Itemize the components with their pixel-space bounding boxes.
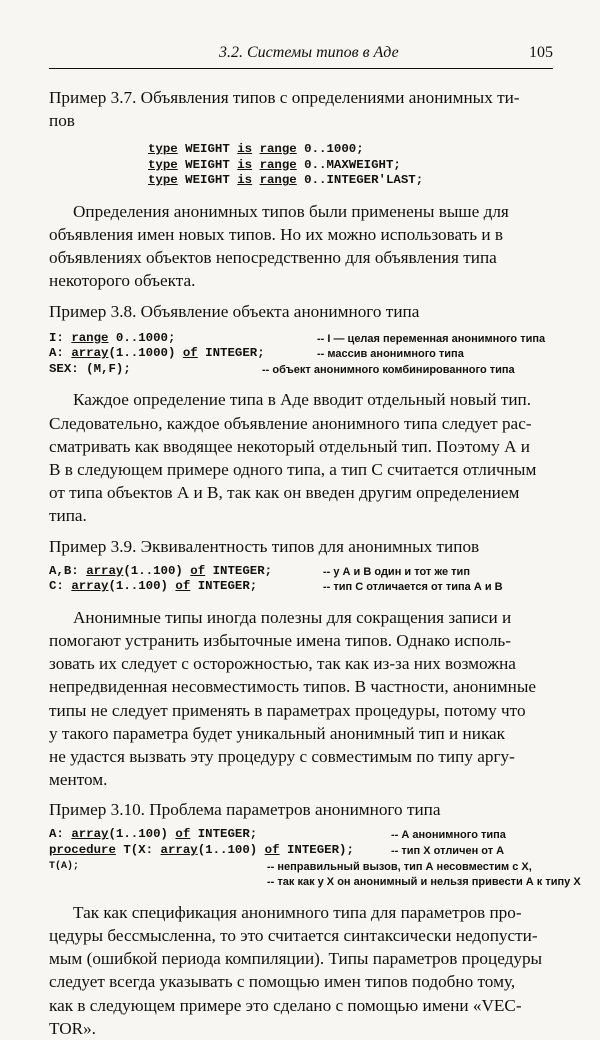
text-line: типы не следует применять в параметрах процедуры, потому что bbox=[49, 700, 526, 720]
code-line: type WEIGHT is range 0..MAXWEIGHT; bbox=[148, 157, 401, 172]
code-comment: -- А анонимного типа bbox=[391, 829, 506, 842]
code-line: type WEIGHT is range 0..INTEGER'LAST; bbox=[148, 173, 424, 188]
code-line: T(A); -- неправильный вызов, тип А несовместим с Х, bbox=[49, 860, 532, 873]
text-line: TOR». bbox=[49, 1018, 96, 1038]
text-line: ментом. bbox=[49, 770, 108, 790]
text-line: сматривать как вводящее некоторый отдельный тип. Поэтому А и bbox=[49, 436, 531, 456]
example-3-7-heading-line2: пов bbox=[49, 111, 75, 130]
text-line: Так как спецификация анонимного типа для параметров про- bbox=[73, 902, 522, 922]
code-line: type WEIGHT is range 0..1000; bbox=[148, 142, 364, 156]
example-3-9-heading: Пример 3.9. Эквивалентность типов для анонимных типов bbox=[49, 536, 480, 556]
text-line: типа. bbox=[49, 506, 87, 526]
text-line: объявлениях объектов непосредственно для объявления типа bbox=[49, 248, 497, 268]
section-title: 3.2. Системы типов в Аде bbox=[219, 44, 399, 61]
text-line: Следовательно, каждое объявление анонимного типа следует рас- bbox=[49, 413, 532, 433]
text-line: от типа объектов А и В, так как он введен другим определением bbox=[49, 483, 520, 503]
text-line: не удастся вызвать эту процедуру с совместимым по типу аргу- bbox=[49, 747, 515, 766]
code-comment: -- объект анонимного комбинированного типа bbox=[262, 363, 515, 376]
text-line: мым (ошибкой периода компиляции). Типы параметров процедуры bbox=[49, 949, 543, 969]
paragraph-4 bbox=[49, 901, 553, 1040]
example-3-9-code bbox=[49, 564, 553, 595]
example-3-7-heading-line1: Пример 3.7. Объявления типов с определениями анонимных ти- bbox=[49, 88, 520, 107]
code-line: A,B: array(1..100) of INTEGER; -- у А и В один и тот же тип bbox=[49, 563, 470, 578]
example-3-10-code bbox=[49, 827, 581, 889]
text-line: как в следующем примере это сделано с помощью имени «VEC- bbox=[49, 995, 522, 1015]
text-line: зовать их следует с осторожностью, так как из-за них возможна bbox=[49, 654, 516, 674]
code-line: I: range 0..1000; -- I — целая переменная анонимного типа bbox=[49, 330, 546, 345]
page-content bbox=[49, 86, 581, 1040]
code-line: SEX: (M,F); -- объект анонимного комбинированного типа bbox=[49, 361, 515, 376]
code-comment: -- так как у Х он анонимный и нельзя привести А к типу Х bbox=[267, 876, 581, 889]
example-3-8-heading: Пример 3.8. Объявление объекта анонимного типа bbox=[49, 301, 420, 321]
text-line: помогают устранить избыточные имена типов. Однако исполь- bbox=[49, 630, 511, 650]
text-line: следует всегда указывать с помощью имен типов подобно тому, bbox=[49, 972, 516, 992]
text-line: цедуры бессмысленна, то это считается синтаксически недопусти- bbox=[49, 925, 538, 945]
code-line bbox=[49, 874, 581, 890]
code-comment: -- I — целая переменная анонимного типа bbox=[317, 332, 546, 345]
code-line: C: array(1..100) of INTEGER; -- тип С отличается от типа А и В bbox=[49, 579, 503, 594]
paragraph-3 bbox=[49, 606, 553, 792]
code-line: procedure T(X: array(1..100) of INTEGER); -- тип Х отличен от А bbox=[49, 843, 505, 857]
text-line: Каждое определение типа в Аде вводит отдельный новый тип. bbox=[73, 390, 532, 410]
text-line: Анонимные типы иногда полезны для сокращения записи и bbox=[73, 607, 512, 627]
text-line: В в следующем примере одного типа, а тип С считается отличным bbox=[49, 459, 537, 479]
text-line: непредвиденная несовместимость типов. В частности, анонимные bbox=[49, 677, 537, 697]
code-comment: -- тип Х отличен от А bbox=[391, 845, 505, 857]
code-comment: -- тип С отличается от типа А и В bbox=[323, 581, 503, 594]
text-line: некоторого объекта. bbox=[49, 271, 196, 291]
code-comment: -- массив анонимного типа bbox=[317, 348, 464, 361]
example-3-10-heading: Пример 3.10. Проблема параметров анонимного типа bbox=[49, 800, 441, 820]
text-line: объявления имен новых типов. Но их можно использовать и в bbox=[49, 224, 503, 244]
example-3-7-code bbox=[148, 142, 553, 189]
page-number: 105 bbox=[529, 44, 553, 61]
example-3-8-code bbox=[49, 331, 553, 378]
text-line: у такого параметра будет уникальный анонимный тип и никак bbox=[49, 723, 506, 743]
running-header bbox=[49, 40, 553, 69]
paragraph-1 bbox=[49, 200, 553, 293]
text-line: Определения анонимных типов были применены выше для bbox=[73, 201, 509, 221]
code-comment: -- у А и В один и тот же тип bbox=[323, 565, 470, 578]
paragraph-2 bbox=[49, 388, 553, 527]
code-comment: -- неправильный вызов, тип А несовместим с Х, bbox=[267, 860, 532, 873]
code-line: A: array(1..100) of INTEGER; -- А анонимного типа bbox=[49, 827, 506, 842]
code-line: A: array(1..1000) of INTEGER; -- массив анонимного типа bbox=[49, 346, 464, 361]
